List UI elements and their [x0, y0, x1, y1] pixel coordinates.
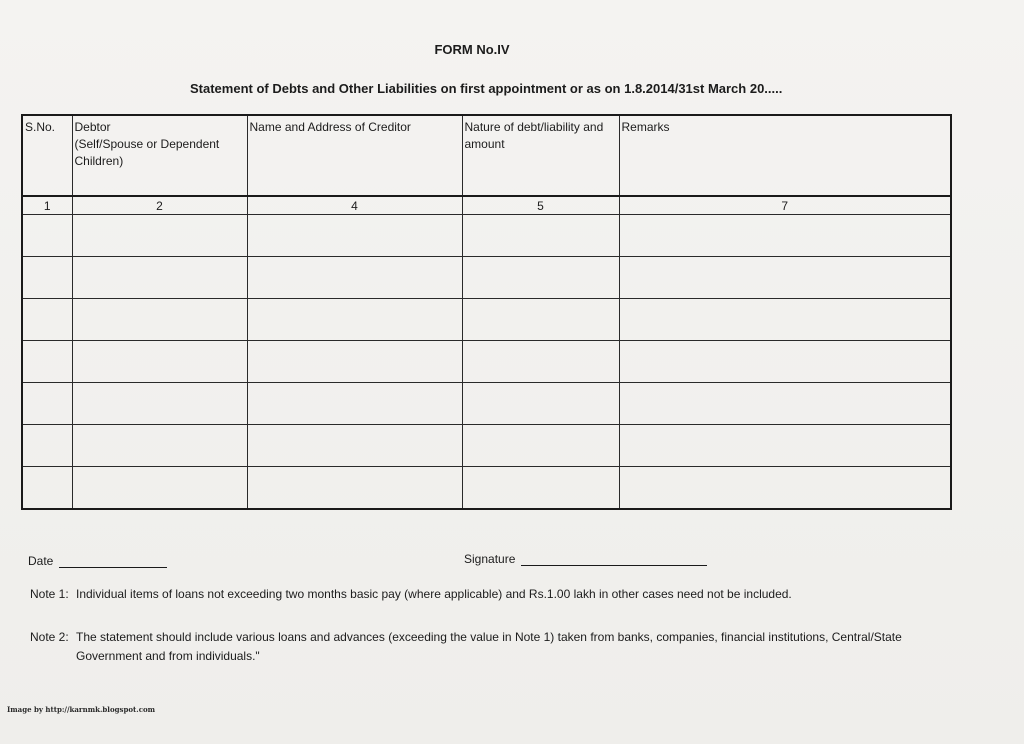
header-debtor [72, 115, 247, 196]
cell-debtor[interactable] [72, 425, 247, 467]
cell-nature[interactable] [462, 299, 619, 341]
cell-sno[interactable] [22, 467, 72, 510]
table-row [22, 215, 951, 257]
header-sno-text: S.No. [25, 120, 56, 134]
header-sno [22, 115, 72, 196]
cell-creditor[interactable] [247, 299, 462, 341]
date-blank[interactable] [59, 555, 167, 568]
cell-nature[interactable] [462, 467, 619, 510]
cell-debtor[interactable] [72, 467, 247, 510]
cell-nature[interactable] [462, 341, 619, 383]
column-number: 2 [72, 196, 247, 215]
note-2 [30, 628, 990, 668]
column-number-row [22, 196, 951, 215]
note-2-label: Note 2: [30, 630, 69, 644]
note-1-text: Individual items of loans not exceeding two months basic pay (where applicable) and Rs.1.00 lakh in other cases need not be included. [76, 587, 792, 601]
column-number: 1 [22, 196, 72, 215]
cell-remarks[interactable] [619, 383, 951, 425]
cell-remarks[interactable] [619, 467, 951, 510]
table-row [22, 383, 951, 425]
table-row [22, 467, 951, 510]
form-subtitle: Statement of Debts and Other Liabilities on first appointment or as on 1.8.2014/31st March 20..... [190, 81, 783, 96]
cell-nature[interactable] [462, 425, 619, 467]
table-header-row [22, 115, 951, 196]
column-number: 7 [619, 196, 951, 215]
cell-creditor[interactable] [247, 467, 462, 510]
image-credit: Image by http://karnmk.blogspot.com [7, 705, 156, 714]
header-nature [462, 115, 619, 196]
header-debtor-text: Debtor (Self/Spouse or Dependent Children) [74, 120, 220, 168]
cell-remarks[interactable] [619, 425, 951, 467]
form-title-text: FORM No.IV [434, 42, 510, 57]
cell-nature[interactable] [462, 383, 619, 425]
column-number: 4 [247, 196, 462, 215]
cell-nature[interactable] [462, 257, 619, 299]
date-label: Date [28, 554, 54, 568]
cell-sno[interactable] [22, 215, 72, 257]
cell-creditor[interactable] [247, 341, 462, 383]
signature-label: Signature [464, 552, 516, 566]
note-2-text: The statement should include various loans and advances (exceeding the value in Note 1) taken from banks, companies, financial institutions, Central/State Government and from individuals." [76, 630, 902, 663]
cell-creditor[interactable] [247, 383, 462, 425]
cell-remarks[interactable] [619, 257, 951, 299]
cell-debtor[interactable] [72, 299, 247, 341]
cell-creditor[interactable] [247, 257, 462, 299]
cell-nature[interactable] [462, 215, 619, 257]
cell-creditor[interactable] [247, 425, 462, 467]
cell-creditor[interactable] [247, 215, 462, 257]
cell-sno[interactable] [22, 257, 72, 299]
cell-sno[interactable] [22, 299, 72, 341]
header-nature-text: Nature of debt/liability and amount [464, 120, 604, 151]
note-1-label: Note 1: [30, 587, 69, 601]
cell-remarks[interactable] [619, 215, 951, 257]
header-remarks-text: Remarks [621, 120, 670, 134]
cell-sno[interactable] [22, 383, 72, 425]
cell-debtor[interactable] [72, 383, 247, 425]
header-creditor-text: Name and Address of Creditor [249, 120, 411, 134]
column-number: 5 [462, 196, 619, 215]
header-remarks [619, 115, 951, 196]
debts-table [21, 114, 952, 510]
cell-debtor[interactable] [72, 215, 247, 257]
cell-sno[interactable] [22, 341, 72, 383]
cell-sno[interactable] [22, 425, 72, 467]
note-1 [30, 585, 930, 605]
table-row [22, 341, 951, 383]
date-field [28, 554, 167, 568]
table-row [22, 425, 951, 467]
cell-debtor[interactable] [72, 257, 247, 299]
cell-debtor[interactable] [72, 341, 247, 383]
table-row [22, 299, 951, 341]
form-title [0, 42, 1024, 57]
signature-field [464, 552, 707, 566]
table-row [22, 257, 951, 299]
signature-blank[interactable] [521, 553, 707, 566]
cell-remarks[interactable] [619, 341, 951, 383]
cell-remarks[interactable] [619, 299, 951, 341]
header-creditor [247, 115, 462, 196]
